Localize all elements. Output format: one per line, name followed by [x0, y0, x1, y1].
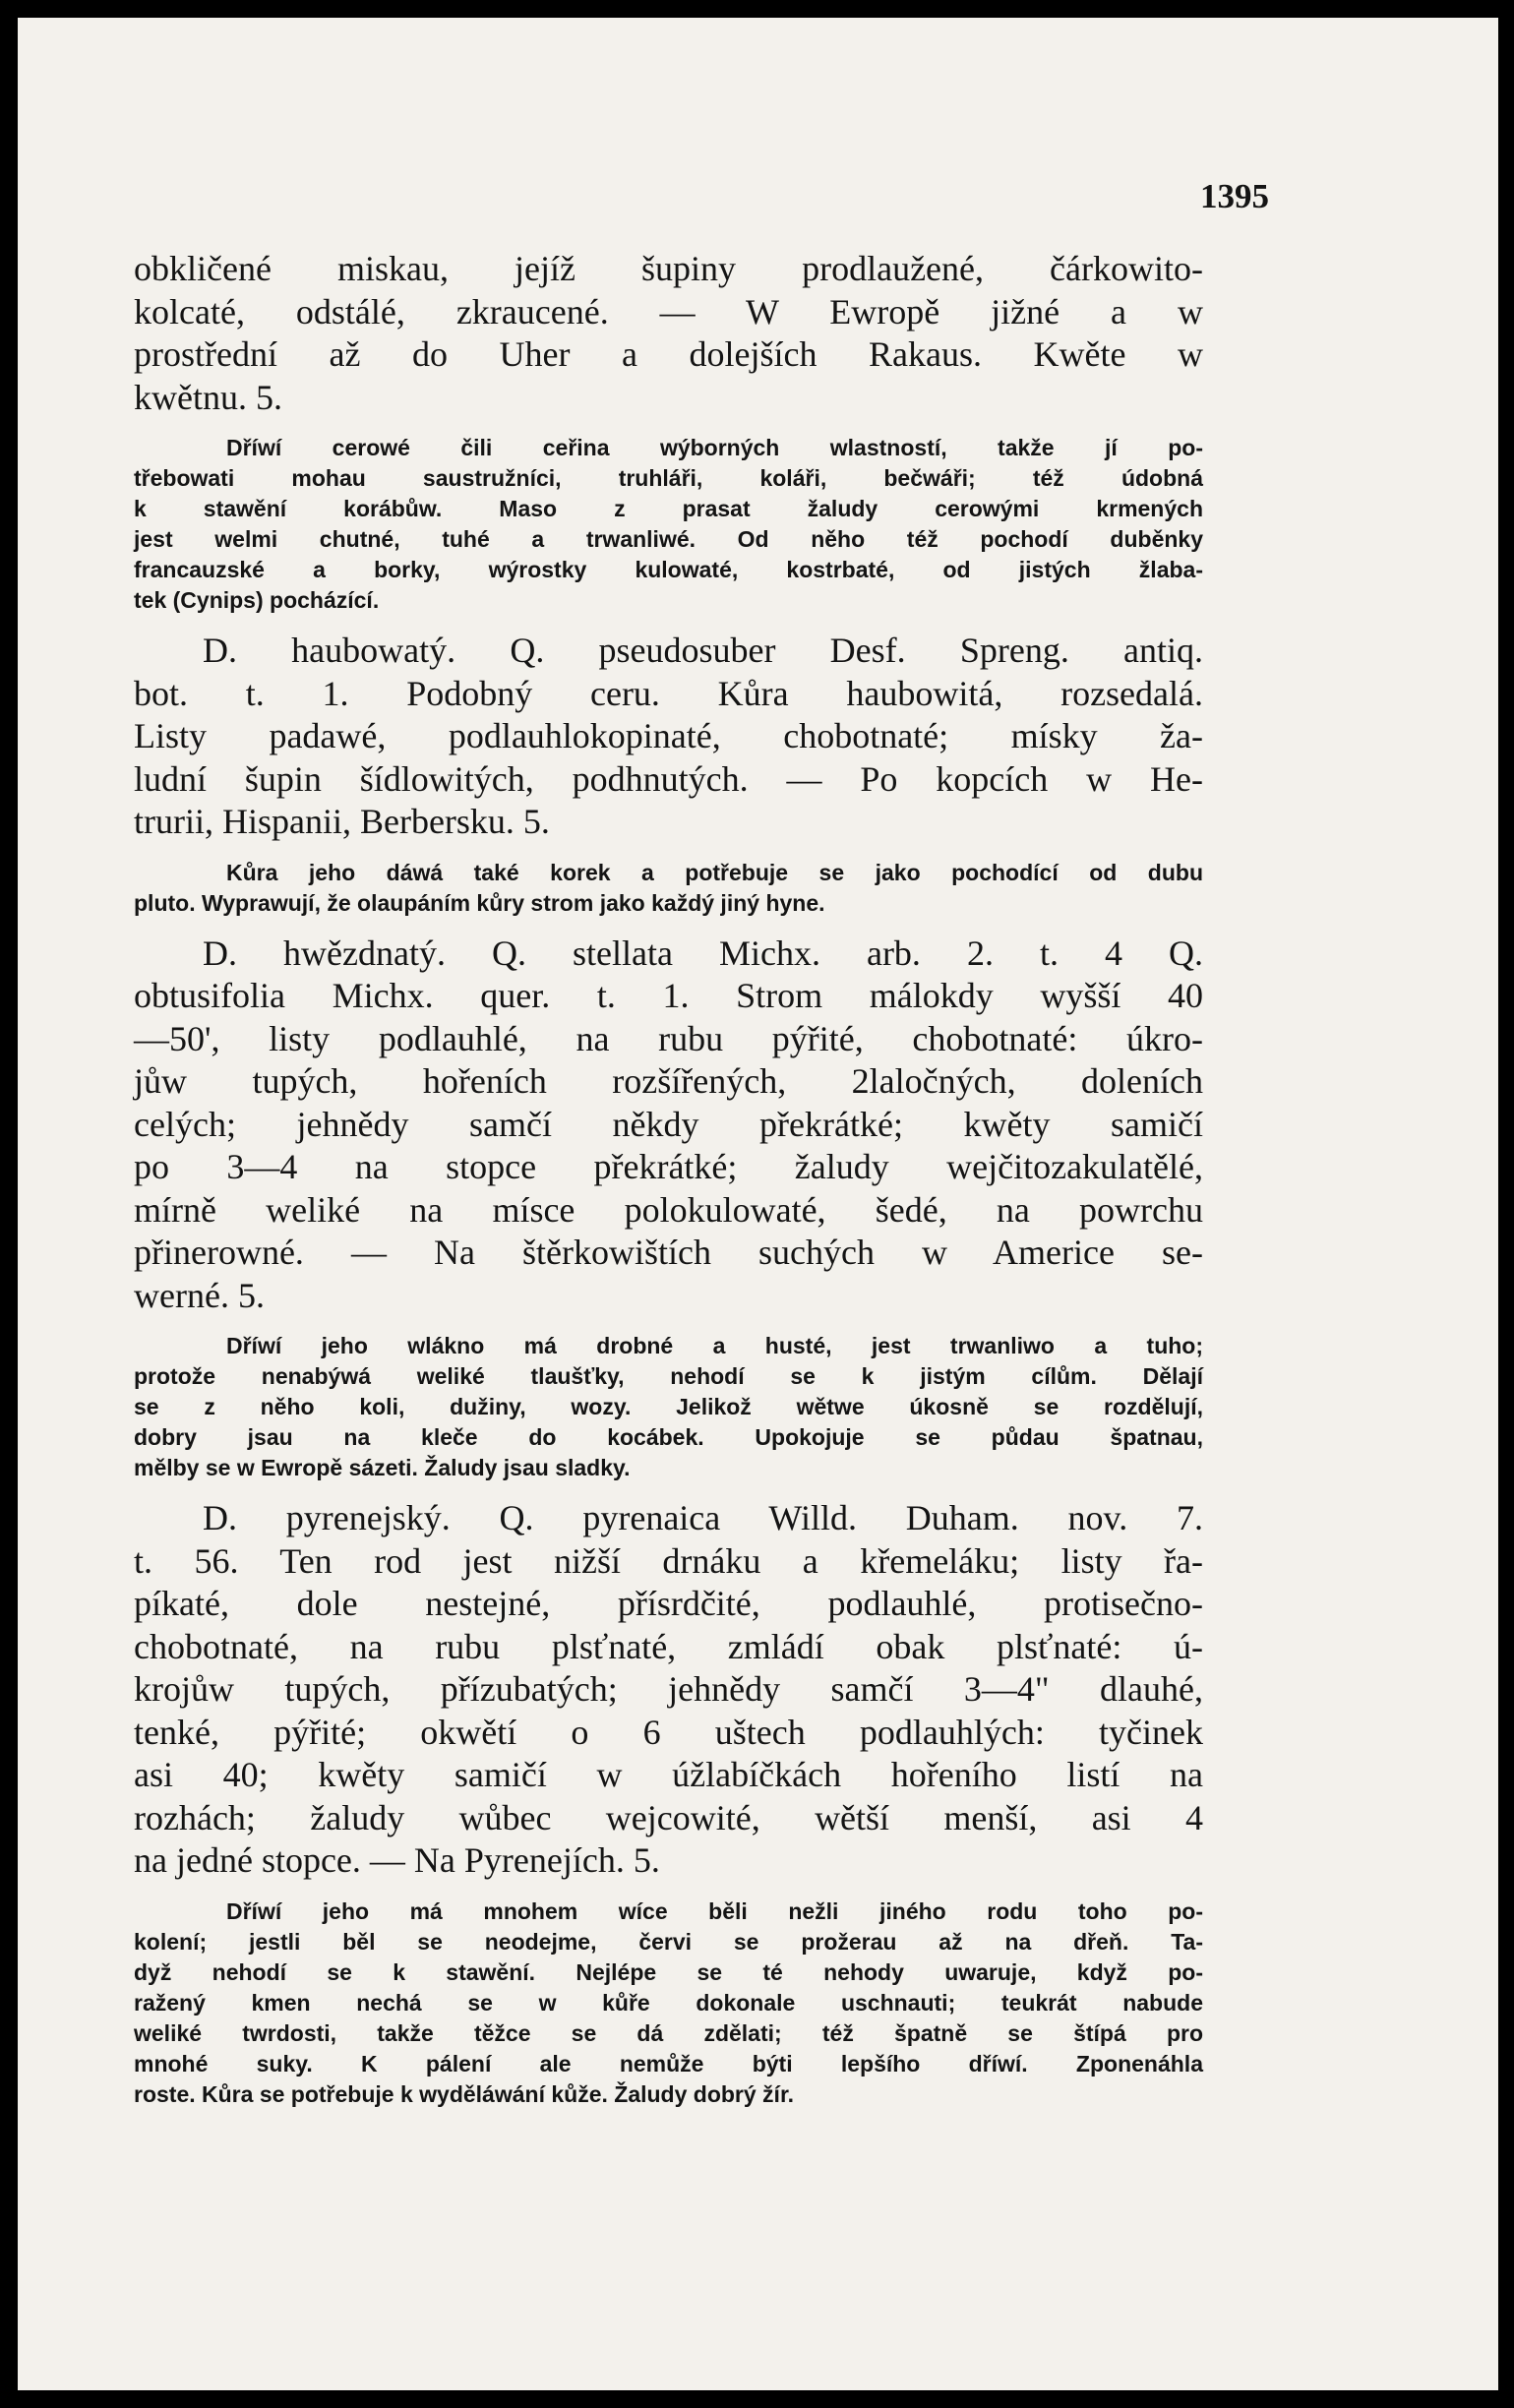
page-number: 1395 — [1200, 177, 1269, 215]
paragraph-gap — [134, 616, 1203, 630]
text-line: k stawění korábůw. Maso z prasat žaludy cerowými krmených — [134, 496, 1203, 521]
text-line: roste. Kůra se potřebuje k wyděláwání kůže. Žaludy dobrý žír. — [134, 2080, 795, 2107]
text-line: bot. t. 1. Podobný ceru. Kůra haubowitá, rozsedalá. — [134, 673, 1203, 713]
main-paragraph — [134, 248, 1203, 419]
text-line: D. pyrenejský. Q. pyrenaica Willd. Duham. nov. 7. — [203, 1498, 1203, 1537]
text-line: werné. 5. — [134, 1275, 265, 1315]
text-line: D. haubowatý. Q. pseudosuber Desf. Spreng. antiq. — [203, 631, 1203, 670]
text-line: píkaté, dole nestejné, přísrdčité, podlauhlé, protisečno- — [134, 1584, 1203, 1623]
note-paragraph — [134, 433, 1203, 616]
main-paragraph — [134, 1497, 1203, 1883]
text-line: —50', listy podlauhlé, na rubu pýřité, chobotnaté: úkro- — [134, 1018, 1203, 1058]
text-line: dyž nehodí se k stawění. Nejlépe se té nehody uwaruje, když po- — [134, 1958, 1203, 1985]
text-line: ražený kmen nechá se w kůře dokonale uschnauti; teukrát nabude — [134, 1989, 1203, 2016]
text-line: protože nenabýwá weliké tlaušťky, nehodí se k jistým cílům. Dělají — [134, 1363, 1203, 1389]
main-paragraph — [134, 630, 1203, 844]
text-line: t. 56. Ten rod jest nižší drnáku a křemeláku; listy řa- — [134, 1540, 1203, 1581]
text-line: weliké twrdosti, takže těžce se dá zdělati; též špatně se štípá pro — [134, 2019, 1203, 2046]
text-line: francauzské a borky, wýrostky kulowaté, kostrbaté, od jistých žlaba- — [134, 557, 1203, 582]
paragraph-gap — [134, 1317, 1203, 1331]
text-line: Kůra jeho dáwá také korek a potřebuje se jako pochodící od dubu — [226, 859, 1203, 885]
paragraph-gap — [134, 1883, 1203, 1896]
text-line: rozhách; žaludy wůbec wejcowité, wětší menší, asi 4 — [134, 1797, 1203, 1837]
text-line: obkličené miskau, jejíž šupiny prodlaužené, čárkowito- — [134, 249, 1203, 288]
paragraph-gap — [134, 419, 1203, 433]
paragraph-gap — [134, 1483, 1203, 1497]
text-line: po 3—4 na stopce překrátké; žaludy wejčitozakulatělé, — [134, 1147, 1203, 1186]
text-line: mírně weliké na mísce polokulowaté, šedé, na powrchu — [134, 1189, 1203, 1230]
text-line: se z něho koli, dužiny, wozy. Jelikož wětwe úkosně se rozdělují, — [134, 1394, 1203, 1419]
text-line: krojůw tupých, přízubatých; jehnědy samčí 3—4" dlauhé, — [134, 1669, 1203, 1709]
text-line: Dříwí cerowé čili ceřina wýborných wlastností, takže jí po- — [226, 435, 1203, 460]
text-line: kwětnu. 5. — [134, 377, 282, 417]
page-text — [134, 248, 1203, 2110]
text-line: ludní šupin šídlowitých, podhnutých. — Po kopcích w He- — [134, 758, 1203, 799]
text-line: dobry jsau na kleče do kocábek. Upokojuje se půdau špatnau, — [134, 1424, 1203, 1450]
text-line: přinerowné. — Na štěrkowištích suchých w Americe se- — [134, 1233, 1203, 1272]
text-line: mnohé suky. K pálení ale nemůže býti lepšího dříwí. Zponenáhla — [134, 2050, 1203, 2077]
text-line: kolení; jestli běl se neodejme, červi se prožerau až na dřeň. Ta- — [134, 1928, 1203, 1955]
note-paragraph — [134, 1896, 1203, 2110]
text-line: jest welmi chutné, tuhé a trwanliwé. Od něho též pochodí duběnky — [134, 526, 1203, 552]
text-line: jůw tupých, hořeních rozšířených, 2laločných, doleních — [134, 1061, 1203, 1101]
text-line: Dříwí jeho má mnohem wíce běli nežli jiného rodu toho po- — [226, 1897, 1203, 1924]
book-page — [18, 18, 1498, 2390]
note-paragraph — [134, 858, 1203, 919]
text-line: třebowati mohau saustružníci, truhláři, koláři, bečwáři; též údobná — [134, 465, 1203, 491]
text-line: celých; jehnědy samčí někdy překrátké; kwěty samičí — [134, 1104, 1203, 1144]
text-line: tek (Cynips) pocházící. — [134, 587, 380, 613]
text-line: obtusifolia Michx. quer. t. 1. Strom málokdy wyšší 40 — [134, 976, 1203, 1015]
text-line: asi 40; kwěty samičí w úžlabíčkách hořeního listí na — [134, 1755, 1203, 1794]
text-line: chobotnaté, na rubu plsťnaté, zmládí obak plsťnaté: ú- — [134, 1626, 1203, 1666]
note-paragraph — [134, 1331, 1203, 1483]
text-line: D. hwězdnatý. Q. stellata Michx. arb. 2. t. 4 Q. — [203, 933, 1203, 973]
text-line: pluto. Wyprawují, že olaupáním kůry strom jako každý jiný hyne. — [134, 889, 825, 916]
text-line: na jedné stopce. — Na Pyrenejích. 5. — [134, 1840, 660, 1880]
paragraph-gap — [134, 844, 1203, 858]
text-line: trurii, Hispanii, Berbersku. 5. — [134, 802, 550, 841]
text-line: Listy padawé, podlauhlokopinaté, chobotnaté; mísky ža- — [134, 716, 1203, 755]
paragraph-gap — [134, 919, 1203, 933]
text-line: mělby se w Ewropě sázeti. Žaludy jsau sladky. — [134, 1455, 631, 1480]
text-line: kolcaté, odstálé, zkraucené. — W Ewropě jižné a w — [134, 291, 1203, 331]
text-line: prostřední až do Uher a dolejších Rakaus. Kwěte w — [134, 334, 1203, 374]
text-line: Dříwí jeho wlákno má drobné a husté, jest trwanliwo a tuho; — [226, 1333, 1203, 1358]
main-paragraph — [134, 933, 1203, 1318]
text-line: tenké, pýřité; okwětí o 6 uštech podlauhlých: tyčinek — [134, 1712, 1203, 1752]
